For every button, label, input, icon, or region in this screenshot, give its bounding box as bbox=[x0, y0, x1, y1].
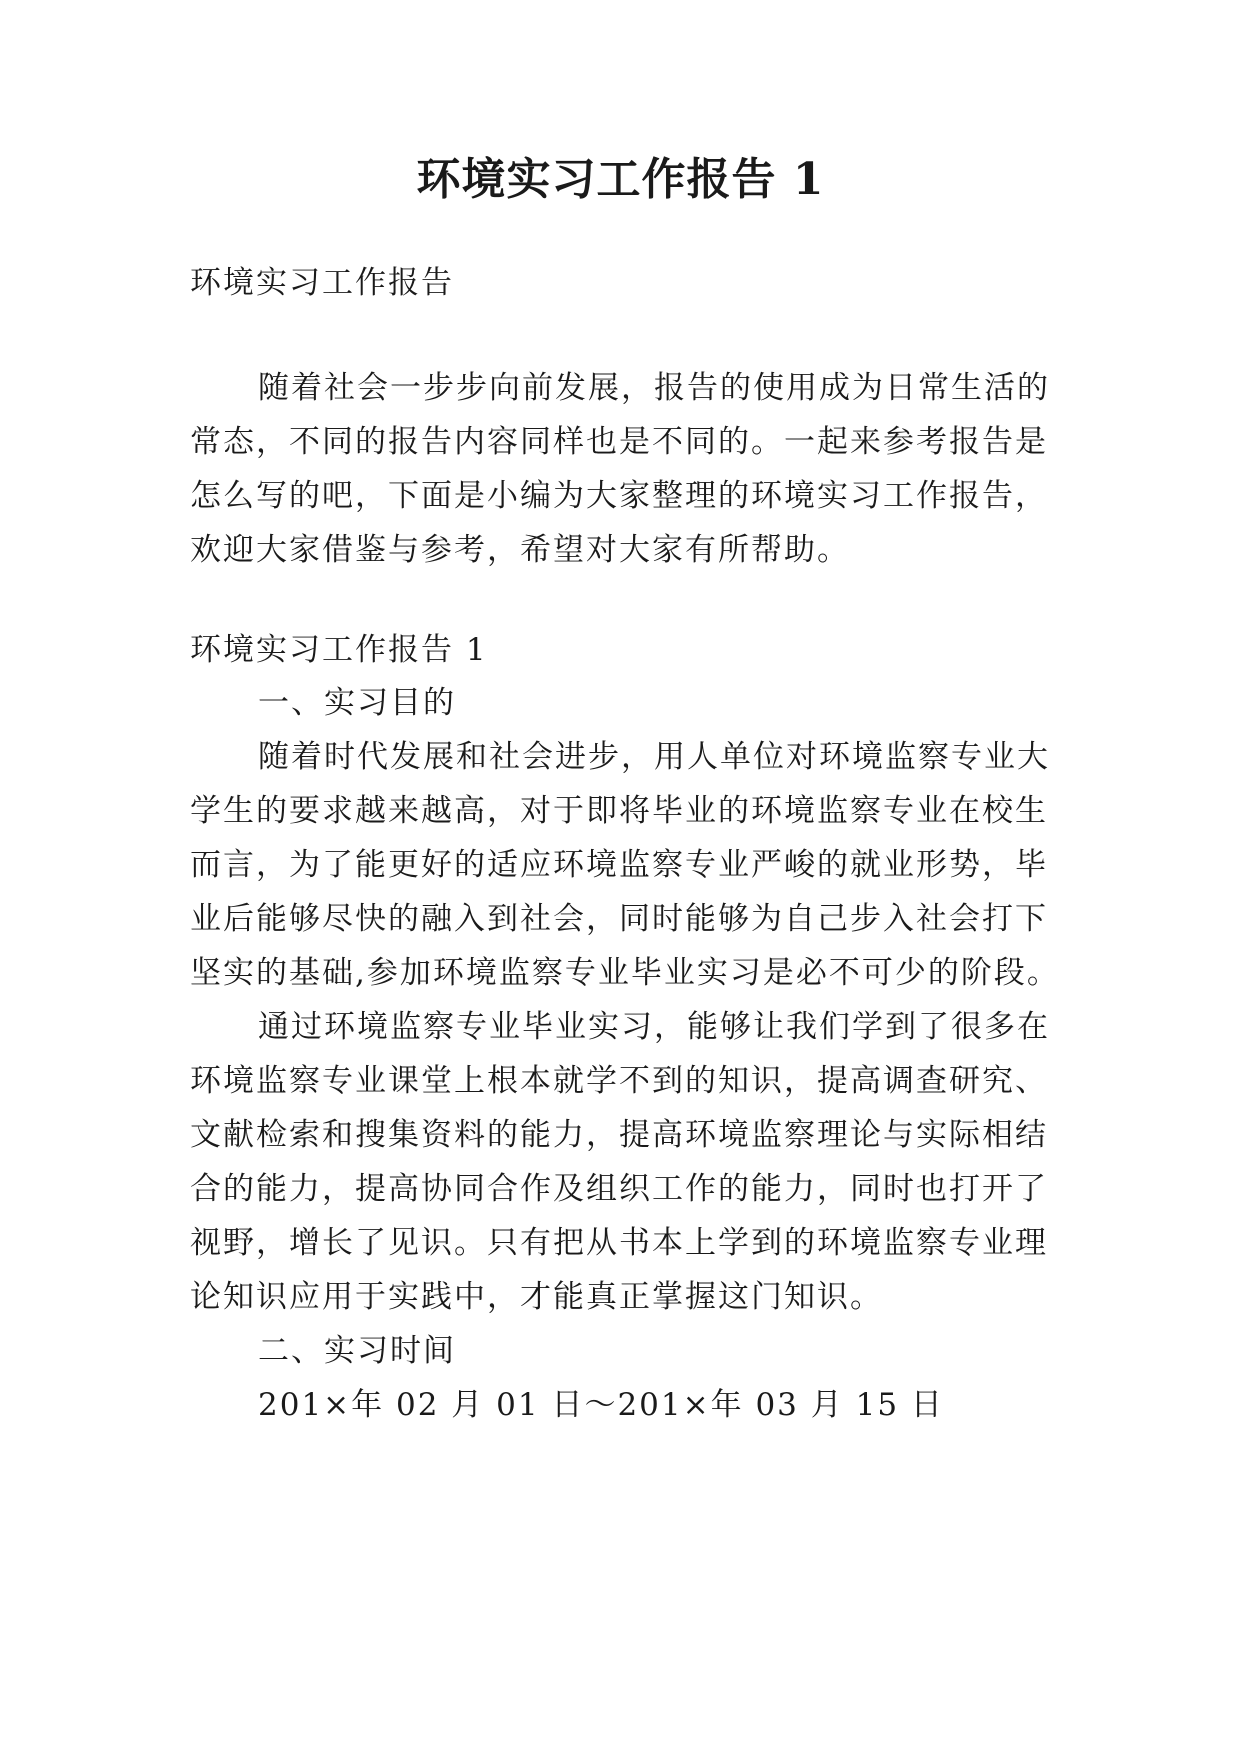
section-title: 环境实习工作报告 1 bbox=[190, 632, 488, 668]
paragraph-line: 随着时代发展和社会进步，用人单位对环境监察专业大 bbox=[258, 739, 1050, 775]
document-title: 环境实习工作报告 1 bbox=[416, 154, 825, 205]
paragraph-line: 通过环境监察专业毕业实习，能够让我们学到了很多在 bbox=[258, 1009, 1050, 1045]
paragraph-line: 坚实的基础,参加环境监察专业毕业实习是必不可少的阶段。 bbox=[190, 955, 1060, 991]
paragraph-line: 文献检索和搜集资料的能力，提高环境监察理论与实际相结 bbox=[190, 1117, 1048, 1153]
heading-time: 二、实习时间 bbox=[258, 1333, 456, 1369]
paragraph-line: 论知识应用于实践中，才能真正掌握这门知识。 bbox=[190, 1279, 883, 1315]
subtitle: 环境实习工作报告 bbox=[190, 265, 454, 301]
paragraph-line: 视野，增长了见识。只有把从书本上学到的环境监察专业理 bbox=[190, 1225, 1048, 1261]
heading-purpose: 一、实习目的 bbox=[258, 685, 456, 721]
paragraph-line: 学生的要求越来越高，对于即将毕业的环境监察专业在校生 bbox=[190, 793, 1048, 829]
paragraph-line: 而言，为了能更好的适应环境监察专业严峻的就业形势，毕 bbox=[190, 847, 1048, 883]
intro-line: 随着社会一步步向前发展，报告的使用成为日常生活的 bbox=[258, 370, 1050, 406]
paragraph-line: 合的能力，提高协同合作及组织工作的能力，同时也打开了 bbox=[190, 1171, 1048, 1207]
paragraph-line: 环境监察专业课堂上根本就学不到的知识，提高调查研究、 bbox=[190, 1063, 1048, 1099]
intro-line: 常态，不同的报告内容同样也是不同的。一起来参考报告是 bbox=[190, 424, 1048, 460]
intro-line: 怎么写的吧，下面是小编为大家整理的环境实习工作报告， bbox=[190, 478, 1048, 514]
internship-dates: 201×年 02 月 01 日～201×年 03 月 15 日 bbox=[258, 1387, 944, 1423]
paragraph-line: 业后能够尽快的融入到社会，同时能够为自己步入社会打下 bbox=[190, 901, 1048, 937]
intro-line: 欢迎大家借鉴与参考，希望对大家有所帮助。 bbox=[190, 532, 850, 568]
